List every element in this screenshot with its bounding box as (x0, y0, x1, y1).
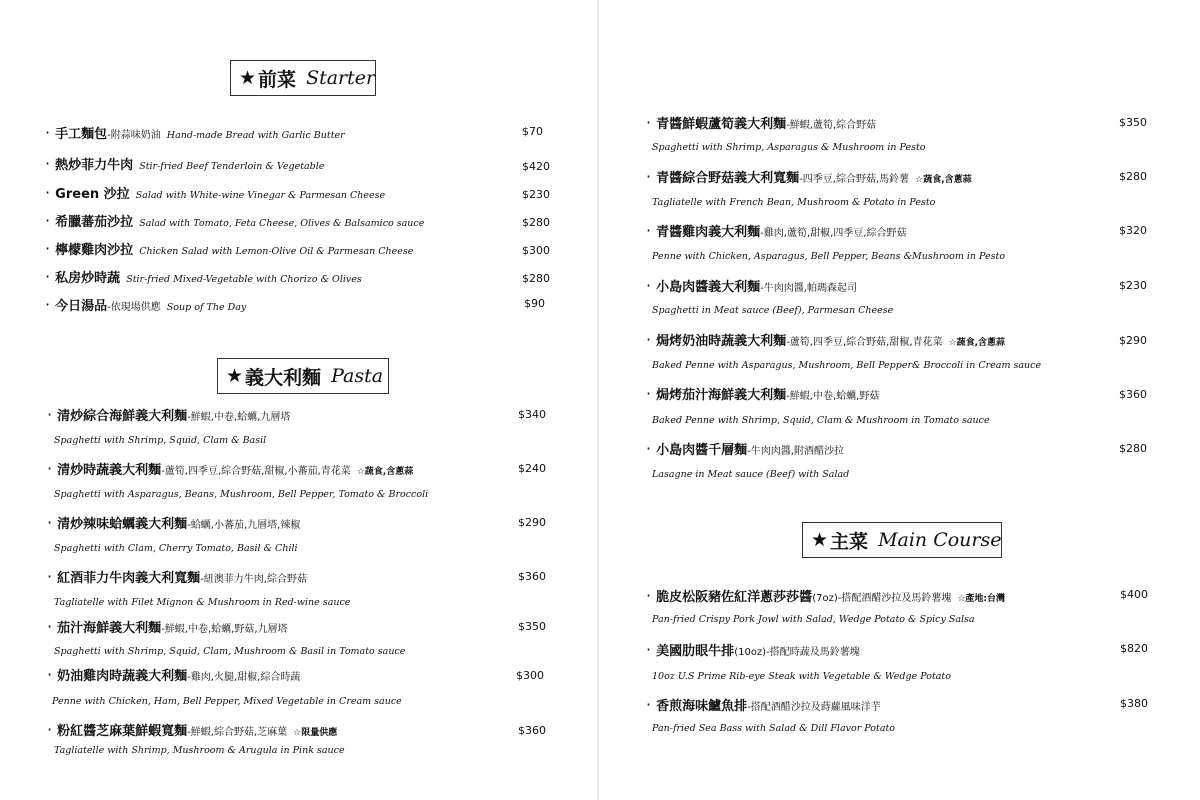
item-english: Pan-fried Crispy Pork Jowl with Salad, Wedge Potato & Spicy Salsa (652, 614, 975, 625)
menu-page-right (599, 0, 1200, 800)
menu-item: · 今日湯品-依現場供應 Soup of The Day (45, 295, 247, 314)
item-english: Tagliatelle with French Bean, Mushroom & Potato in Pesto (652, 197, 936, 208)
menu-item: · 手工麵包-附蒜味奶油 Hand-made Bread with Garlic Butter (45, 123, 345, 142)
menu-item: · 焗烤奶油時蔬義大利麵-蘆筍,四季豆,綜合野菇,甜椒,青花菜 ☆蔬食,含蔥蒜 (646, 330, 1006, 349)
item-english: Penne with Chicken, Asparagus, Bell Pepper, Beans &Mushroom in Pesto (652, 251, 1006, 262)
menu-item: · 小島肉醬義大利麵-牛肉肉醬,帕瑪森起司 (646, 276, 857, 295)
item-english: Tagliatelle with Filet Mignon & Mushroom in Red-wine sauce (54, 597, 351, 608)
starter-title-en: Starter (306, 67, 376, 89)
item-english: Baked Penne with Asparagus, Mushroom, Bell Pepper& Broccoli in Cream sauce (652, 360, 1042, 371)
menu-item: · 私房炒時蔬 Stir-fried Mixed-Vegetable with Chorizo & Olives (45, 267, 362, 286)
item-english: Baked Penne with Shrimp, Squid, Clam & Mushroom in Tomato sauce (652, 415, 990, 426)
star-icon: ★ (226, 365, 244, 387)
item-price: $350 (518, 620, 546, 633)
pasta-title-en: Pasta (331, 365, 384, 387)
item-price: $380 (1120, 697, 1148, 710)
item-english: Spaghetti with Shrimp, Asparagus & Mushroom in Pesto (652, 142, 926, 153)
item-price: $230 (522, 188, 550, 201)
item-price: $280 (522, 216, 550, 229)
menu-item: · 清炒辣味蛤蠣義大利麵-蛤蠣,小蕃茄,九層塔,辣椒 (47, 513, 301, 532)
menu-item: · 茄汁海鮮義大利麵-鮮蝦,中卷,蛤蠣,野菇,九層塔 (47, 617, 288, 636)
item-price: $360 (1119, 388, 1147, 401)
main-title-en: Main Course (878, 529, 1002, 551)
item-price: $420 (522, 160, 550, 173)
item-price: $70 (522, 125, 543, 138)
item-english: Spaghetti with Clam, Cherry Tomato, Basil & Chili (54, 543, 298, 554)
menu-item: · 青醬鮮蝦蘆筍義大利麵-鮮蝦,蘆筍,綜合野菇 (646, 113, 877, 132)
item-price: $280 (1119, 442, 1147, 455)
item-price: $320 (1119, 224, 1147, 237)
starter-heading (230, 60, 376, 96)
item-english: Pan-fried Sea Bass with Salad & Dill Flavor Potato (652, 723, 896, 734)
item-english: Spaghetti with Shrimp, Squid, Clam, Mushroom & Basil in Tomato sauce (54, 646, 406, 657)
item-english: Tagliatelle with Shrimp, Mushroom & Arugula in Pink sauce (54, 745, 345, 756)
menu-item: · 紅酒菲力牛肉義大利寬麵-紐澳菲力牛肉,綜合野菇 (47, 567, 307, 586)
item-price: $280 (1119, 170, 1147, 183)
menu-item: · 脆皮松阪豬佐紅洋蔥莎莎醬(7oz)-搭配酒醋沙拉及馬鈴薯塊 ☆產地:台灣 (646, 586, 1005, 605)
star-icon: ★ (239, 67, 257, 89)
item-price: $300 (516, 669, 544, 682)
menu-page-left (0, 0, 597, 800)
item-english: Spaghetti with Asparagus, Beans, Mushroom, Bell Pepper, Tomato & Broccoli (54, 489, 429, 500)
starter-title-zh: 前菜 (258, 68, 297, 91)
item-price: $300 (522, 244, 550, 257)
menu-item: · 清炒綜合海鮮義大利麵-鮮蝦,中卷,蛤蠣,九層塔 (47, 405, 291, 424)
menu-item: · 青醬綜合野菇義大利寬麵-四季豆,綜合野菇,馬鈴薯 ☆蔬食,含蔥蒜 (646, 167, 972, 186)
menu-item: · 希臘蕃茄沙拉 Salad with Tomato, Feta Cheese, Olives & Balsamico sauce (45, 211, 425, 230)
item-english: Lasagne in Meat sauce (Beef) with Salad (652, 469, 850, 480)
menu-item: · 焗烤茄汁海鮮義大利麵-鮮蝦,中卷,蛤蠣,野菇 (646, 384, 880, 403)
item-price: $340 (518, 408, 546, 421)
menu-item: · 檸檬雞肉沙拉 Chicken Salad with Lemon-Olive Oil & Parmesan Cheese (45, 239, 414, 258)
item-english: Spaghetti in Meat sauce (Beef), Parmesan Cheese (652, 305, 894, 316)
item-english: Spaghetti with Shrimp, Squid, Clam & Basil (54, 435, 267, 446)
item-price: $400 (1120, 588, 1148, 601)
menu-item: · 熱炒菲力牛肉 Stir-fried Beef Tenderloin & Vegetable (45, 154, 325, 173)
item-price: $290 (518, 516, 546, 529)
item-price: $290 (1119, 334, 1147, 347)
menu-item: · Green 沙拉 Salad with White-wine Vinegar & Parmesan Cheese (45, 183, 386, 202)
item-price: $820 (1120, 642, 1148, 655)
item-price: $360 (518, 724, 546, 737)
menu-item: · 青醬雞肉義大利麵-雞肉,蘆筍,甜椒,四季豆,綜合野菇 (646, 221, 907, 240)
star-icon: ★ (811, 529, 829, 551)
item-price: $280 (522, 272, 550, 285)
item-price: $90 (524, 297, 545, 310)
item-price: $350 (1119, 116, 1147, 129)
menu-item: · 清炒時蔬義大利麵-蘆筍,四季豆,綜合野菇,甜椒,小蕃茄,青花菜 ☆蔬食,含蔥蒜 (47, 459, 414, 478)
menu-item: · 奶油雞肉時蔬義大利麵-雞肉,火腿,甜椒,綜合時蔬 (47, 665, 301, 684)
item-english: 10oz U.S Prime Rib-eye Steak with Vegetable & Wedge Potato (652, 671, 951, 682)
menu-item: · 香煎海味鱸魚排-搭配酒醋沙拉及蒔蘿風味洋芋 (646, 695, 881, 714)
item-price: $230 (1119, 279, 1147, 292)
item-price: $240 (518, 462, 546, 475)
item-price: $360 (518, 570, 546, 583)
pasta-heading (217, 358, 389, 394)
main-title-zh: 主菜 (830, 530, 869, 553)
menu-item: · 粉紅醬芝麻葉鮮蝦寬麵-鮮蝦,綜合野菇,芝麻葉 ☆限量供應 (47, 720, 338, 739)
pasta-title-zh: 義大利麵 (245, 366, 322, 389)
main-course-heading (802, 522, 1002, 558)
menu-item: · 小島肉醬千層麵-牛肉肉醬,附酒醋沙拉 (646, 439, 844, 458)
menu-item: · 美國肋眼牛排(10oz)-搭配時蔬及馬鈴薯塊 (646, 640, 860, 659)
item-english: Penne with Chicken, Ham, Bell Pepper, Mixed Vegetable in Cream sauce (52, 696, 402, 707)
